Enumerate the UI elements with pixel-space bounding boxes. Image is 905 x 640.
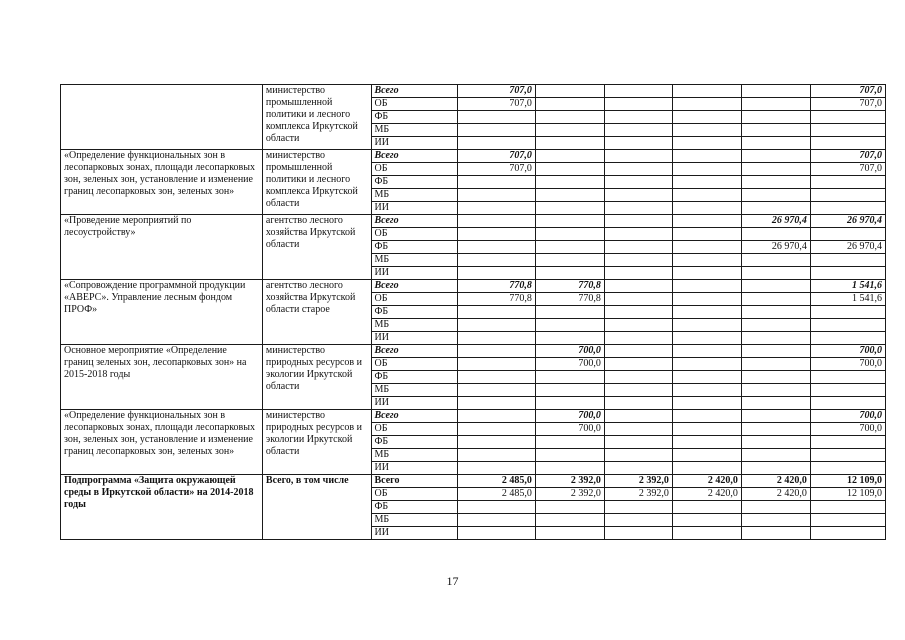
- amount-cell: [810, 306, 885, 319]
- amount-cell: [741, 176, 810, 189]
- amount-cell: 700,0: [810, 345, 885, 358]
- funding-source-cell: ОБ: [371, 423, 457, 436]
- amount-cell: 770,8: [535, 280, 604, 293]
- amount-cell: 2 485,0: [457, 488, 535, 501]
- amount-cell: [604, 514, 672, 527]
- amount-cell: [741, 423, 810, 436]
- table-row: [61, 345, 886, 358]
- amount-cell: [535, 163, 604, 176]
- amount-cell: 26 970,4: [810, 241, 885, 254]
- amount-cell: 700,0: [535, 358, 604, 371]
- funding-source-cell: ОБ: [371, 228, 457, 241]
- amount-cell: 2 420,0: [672, 475, 741, 488]
- amount-cell: 2 485,0: [457, 475, 535, 488]
- amount-cell: [535, 150, 604, 163]
- amount-cell: [604, 111, 672, 124]
- amount-cell: [810, 332, 885, 345]
- funding-source-cell: Всего: [371, 410, 457, 423]
- amount-cell: [810, 449, 885, 462]
- amount-cell: [672, 345, 741, 358]
- amount-cell: [604, 280, 672, 293]
- amount-cell: [810, 397, 885, 410]
- amount-cell: [672, 215, 741, 228]
- amount-cell: [535, 215, 604, 228]
- amount-cell: [604, 371, 672, 384]
- amount-cell: [535, 462, 604, 475]
- amount-cell: [672, 423, 741, 436]
- amount-cell: 26 970,4: [810, 215, 885, 228]
- executor-cell: агентство лесного хозяйства Иркутской области старое: [262, 280, 371, 345]
- amount-cell: 707,0: [457, 98, 535, 111]
- amount-cell: [457, 514, 535, 527]
- amount-cell: [535, 85, 604, 98]
- funding-source-cell: ИИ: [371, 202, 457, 215]
- amount-cell: [457, 371, 535, 384]
- amount-cell: [741, 436, 810, 449]
- amount-cell: [741, 449, 810, 462]
- amount-cell: [741, 462, 810, 475]
- amount-cell: [535, 449, 604, 462]
- funding-source-cell: МБ: [371, 384, 457, 397]
- amount-cell: 707,0: [810, 163, 885, 176]
- amount-cell: [810, 436, 885, 449]
- amount-cell: [741, 254, 810, 267]
- amount-cell: [604, 345, 672, 358]
- amount-cell: [672, 241, 741, 254]
- amount-cell: [741, 501, 810, 514]
- funding-source-cell: ФБ: [371, 176, 457, 189]
- funding-source-cell: Всего: [371, 280, 457, 293]
- amount-cell: [604, 254, 672, 267]
- amount-cell: [535, 319, 604, 332]
- amount-cell: [672, 202, 741, 215]
- amount-cell: [810, 228, 885, 241]
- amount-cell: [741, 410, 810, 423]
- funding-source-cell: МБ: [371, 189, 457, 202]
- amount-cell: [604, 449, 672, 462]
- table-row: [61, 150, 886, 163]
- amount-cell: [741, 280, 810, 293]
- amount-cell: [741, 202, 810, 215]
- amount-cell: [457, 137, 535, 150]
- amount-cell: [535, 332, 604, 345]
- amount-cell: [457, 358, 535, 371]
- funding-source-cell: ИИ: [371, 267, 457, 280]
- amount-cell: [810, 501, 885, 514]
- amount-cell: [457, 254, 535, 267]
- amount-cell: [810, 111, 885, 124]
- amount-cell: [810, 254, 885, 267]
- amount-cell: 26 970,4: [741, 215, 810, 228]
- amount-cell: [457, 501, 535, 514]
- funding-source-cell: МБ: [371, 514, 457, 527]
- amount-cell: [741, 111, 810, 124]
- amount-cell: 700,0: [535, 423, 604, 436]
- amount-cell: 700,0: [810, 423, 885, 436]
- amount-cell: [672, 358, 741, 371]
- amount-cell: [604, 215, 672, 228]
- amount-cell: [810, 514, 885, 527]
- amount-cell: [741, 98, 810, 111]
- amount-cell: 700,0: [810, 410, 885, 423]
- amount-cell: [457, 332, 535, 345]
- executor-cell: министерство промышленной политики и лесного комплекса Иркутской области: [262, 150, 371, 215]
- amount-cell: [672, 501, 741, 514]
- amount-cell: [741, 124, 810, 137]
- amount-cell: [604, 384, 672, 397]
- amount-cell: 770,8: [457, 293, 535, 306]
- amount-cell: [535, 527, 604, 540]
- funding-source-cell: ФБ: [371, 371, 457, 384]
- funding-source-cell: МБ: [371, 319, 457, 332]
- funding-source-cell: ИИ: [371, 332, 457, 345]
- amount-cell: [457, 527, 535, 540]
- amount-cell: [672, 514, 741, 527]
- amount-cell: 2 392,0: [535, 475, 604, 488]
- table-row: [61, 280, 886, 293]
- amount-cell: [810, 189, 885, 202]
- table-row: [61, 215, 886, 228]
- amount-cell: [810, 176, 885, 189]
- funding-source-cell: Всего: [371, 85, 457, 98]
- amount-cell: [457, 228, 535, 241]
- amount-cell: [604, 306, 672, 319]
- amount-cell: [741, 332, 810, 345]
- funding-source-cell: Всего: [371, 345, 457, 358]
- activity-name-cell: Основное мероприятие «Определение границ зеленых зон, лесопарковых зон» на 2015-2018 годы: [61, 345, 263, 410]
- funding-source-cell: ФБ: [371, 501, 457, 514]
- amount-cell: [604, 150, 672, 163]
- amount-cell: [457, 397, 535, 410]
- amount-cell: [604, 462, 672, 475]
- executor-cell: министерство природных ресурсов и экологии Иркутской области: [262, 410, 371, 475]
- table-row: [61, 475, 886, 488]
- amount-cell: [810, 267, 885, 280]
- amount-cell: [604, 124, 672, 137]
- funding-source-cell: ОБ: [371, 488, 457, 501]
- funding-source-cell: ОБ: [371, 163, 457, 176]
- activity-name-cell: «Сопровождение программной продукции «АВЕРС». Управление лесным фондом ПРОФ»: [61, 280, 263, 345]
- amount-cell: [810, 462, 885, 475]
- amount-cell: 1 541,6: [810, 293, 885, 306]
- executor-cell: агентство лесного хозяйства Иркутской области: [262, 215, 371, 280]
- amount-cell: [457, 215, 535, 228]
- amount-cell: [604, 189, 672, 202]
- amount-cell: [741, 358, 810, 371]
- amount-cell: [604, 397, 672, 410]
- page-number: 17: [446, 574, 459, 588]
- amount-cell: [672, 436, 741, 449]
- amount-cell: [604, 410, 672, 423]
- amount-cell: [535, 228, 604, 241]
- amount-cell: [535, 306, 604, 319]
- amount-cell: [810, 202, 885, 215]
- funding-source-cell: ФБ: [371, 436, 457, 449]
- amount-cell: 700,0: [810, 358, 885, 371]
- amount-cell: [604, 319, 672, 332]
- amount-cell: [457, 345, 535, 358]
- table-body: [61, 85, 886, 540]
- amount-cell: [535, 267, 604, 280]
- funding-source-cell: ИИ: [371, 462, 457, 475]
- activity-name-cell: Подпрограмма «Защита окружающей среды в Иркутской области» на 2014-2018 годы: [61, 475, 263, 540]
- amount-cell: [535, 202, 604, 215]
- funding-source-cell: Всего: [371, 150, 457, 163]
- amount-cell: [741, 397, 810, 410]
- amount-cell: [457, 436, 535, 449]
- amount-cell: [457, 111, 535, 124]
- amount-cell: 2 392,0: [535, 488, 604, 501]
- amount-cell: [604, 176, 672, 189]
- amount-cell: [672, 332, 741, 345]
- amount-cell: 707,0: [810, 98, 885, 111]
- funding-source-cell: ФБ: [371, 306, 457, 319]
- amount-cell: [672, 85, 741, 98]
- amount-cell: [604, 267, 672, 280]
- amount-cell: [535, 371, 604, 384]
- amount-cell: [672, 111, 741, 124]
- amount-cell: [604, 228, 672, 241]
- amount-cell: [741, 85, 810, 98]
- amount-cell: 700,0: [535, 410, 604, 423]
- amount-cell: [457, 241, 535, 254]
- amount-cell: 26 970,4: [741, 241, 810, 254]
- amount-cell: 707,0: [810, 150, 885, 163]
- amount-cell: [457, 423, 535, 436]
- amount-cell: [604, 501, 672, 514]
- amount-cell: [604, 436, 672, 449]
- amount-cell: [535, 514, 604, 527]
- amount-cell: [535, 241, 604, 254]
- amount-cell: [457, 462, 535, 475]
- amount-cell: [604, 163, 672, 176]
- amount-cell: [457, 189, 535, 202]
- budget-table: [60, 84, 886, 540]
- amount-cell: [741, 345, 810, 358]
- funding-source-cell: МБ: [371, 254, 457, 267]
- amount-cell: [457, 449, 535, 462]
- funding-source-cell: ОБ: [371, 293, 457, 306]
- amount-cell: [672, 397, 741, 410]
- amount-cell: [741, 514, 810, 527]
- amount-cell: 707,0: [457, 85, 535, 98]
- amount-cell: [672, 189, 741, 202]
- amount-cell: [457, 384, 535, 397]
- amount-cell: 707,0: [457, 163, 535, 176]
- amount-cell: [457, 319, 535, 332]
- amount-cell: [741, 371, 810, 384]
- amount-cell: [672, 137, 741, 150]
- executor-cell: Всего, в том числе: [262, 475, 371, 540]
- amount-cell: [672, 124, 741, 137]
- funding-source-cell: Всего: [371, 215, 457, 228]
- amount-cell: [672, 228, 741, 241]
- amount-cell: [672, 527, 741, 540]
- amount-cell: [672, 371, 741, 384]
- amount-cell: [741, 228, 810, 241]
- amount-cell: [741, 293, 810, 306]
- amount-cell: 2 420,0: [741, 488, 810, 501]
- funding-source-cell: МБ: [371, 449, 457, 462]
- amount-cell: 12 109,0: [810, 475, 885, 488]
- amount-cell: [741, 163, 810, 176]
- amount-cell: [604, 85, 672, 98]
- amount-cell: [741, 306, 810, 319]
- amount-cell: [741, 150, 810, 163]
- amount-cell: [810, 527, 885, 540]
- amount-cell: [672, 462, 741, 475]
- funding-source-cell: ИИ: [371, 527, 457, 540]
- amount-cell: 707,0: [457, 150, 535, 163]
- amount-cell: [457, 410, 535, 423]
- amount-cell: [810, 319, 885, 332]
- amount-cell: [810, 371, 885, 384]
- table-row: [61, 410, 886, 423]
- amount-cell: 2 420,0: [741, 475, 810, 488]
- funding-source-cell: ИИ: [371, 397, 457, 410]
- amount-cell: [535, 501, 604, 514]
- amount-cell: [604, 202, 672, 215]
- amount-cell: [741, 319, 810, 332]
- amount-cell: [672, 306, 741, 319]
- amount-cell: [672, 384, 741, 397]
- amount-cell: [535, 436, 604, 449]
- amount-cell: [535, 254, 604, 267]
- amount-cell: 2 420,0: [672, 488, 741, 501]
- amount-cell: [741, 189, 810, 202]
- amount-cell: [604, 358, 672, 371]
- amount-cell: [604, 293, 672, 306]
- executor-cell: министерство промышленной политики и лесного комплекса Иркутской области: [262, 85, 371, 150]
- amount-cell: [535, 137, 604, 150]
- funding-source-cell: ФБ: [371, 111, 457, 124]
- amount-cell: 12 109,0: [810, 488, 885, 501]
- funding-source-cell: ИИ: [371, 137, 457, 150]
- amount-cell: 707,0: [810, 85, 885, 98]
- amount-cell: 1 541,6: [810, 280, 885, 293]
- amount-cell: [604, 137, 672, 150]
- amount-cell: 700,0: [535, 345, 604, 358]
- amount-cell: [672, 319, 741, 332]
- amount-cell: [604, 527, 672, 540]
- funding-source-cell: ФБ: [371, 241, 457, 254]
- amount-cell: [672, 449, 741, 462]
- amount-cell: [672, 176, 741, 189]
- table-row: [61, 85, 886, 98]
- amount-cell: [810, 137, 885, 150]
- amount-cell: [672, 150, 741, 163]
- funding-source-cell: Всего: [371, 475, 457, 488]
- amount-cell: [457, 176, 535, 189]
- amount-cell: [457, 267, 535, 280]
- amount-cell: [604, 241, 672, 254]
- amount-cell: [535, 189, 604, 202]
- amount-cell: [535, 176, 604, 189]
- amount-cell: 2 392,0: [604, 475, 672, 488]
- funding-source-cell: ОБ: [371, 98, 457, 111]
- activity-name-cell: [61, 85, 263, 150]
- amount-cell: [672, 410, 741, 423]
- amount-cell: [535, 98, 604, 111]
- amount-cell: [457, 202, 535, 215]
- amount-cell: [604, 98, 672, 111]
- amount-cell: [810, 124, 885, 137]
- amount-cell: [810, 384, 885, 397]
- amount-cell: [535, 397, 604, 410]
- amount-cell: [535, 124, 604, 137]
- amount-cell: [457, 306, 535, 319]
- amount-cell: [604, 332, 672, 345]
- amount-cell: [535, 384, 604, 397]
- activity-name-cell: «Определение функциональных зон в лесопарковых зонах, площади лесопарковых зон, зеленых зон, установление и изменение границ лесопарковых зон, зеленых зон»: [61, 410, 263, 475]
- amount-cell: [741, 267, 810, 280]
- amount-cell: [604, 423, 672, 436]
- funding-source-cell: МБ: [371, 124, 457, 137]
- funding-source-cell: ОБ: [371, 358, 457, 371]
- amount-cell: [672, 254, 741, 267]
- amount-cell: 770,8: [535, 293, 604, 306]
- amount-cell: [741, 527, 810, 540]
- amount-cell: [672, 267, 741, 280]
- amount-cell: 770,8: [457, 280, 535, 293]
- amount-cell: [672, 98, 741, 111]
- amount-cell: [741, 384, 810, 397]
- activity-name-cell: «Определение функциональных зон в лесопарковых зонах, площади лесопарковых зон, зеленых зон, установление и изменение границ лесопарковых зон, зеленых зон»: [61, 150, 263, 215]
- amount-cell: [535, 111, 604, 124]
- amount-cell: [741, 137, 810, 150]
- amount-cell: [672, 163, 741, 176]
- amount-cell: [672, 280, 741, 293]
- amount-cell: [672, 293, 741, 306]
- activity-name-cell: «Проведение мероприятий по лесоустройству»: [61, 215, 263, 280]
- amount-cell: [457, 124, 535, 137]
- executor-cell: министерство природных ресурсов и экологии Иркутской области: [262, 345, 371, 410]
- amount-cell: 2 392,0: [604, 488, 672, 501]
